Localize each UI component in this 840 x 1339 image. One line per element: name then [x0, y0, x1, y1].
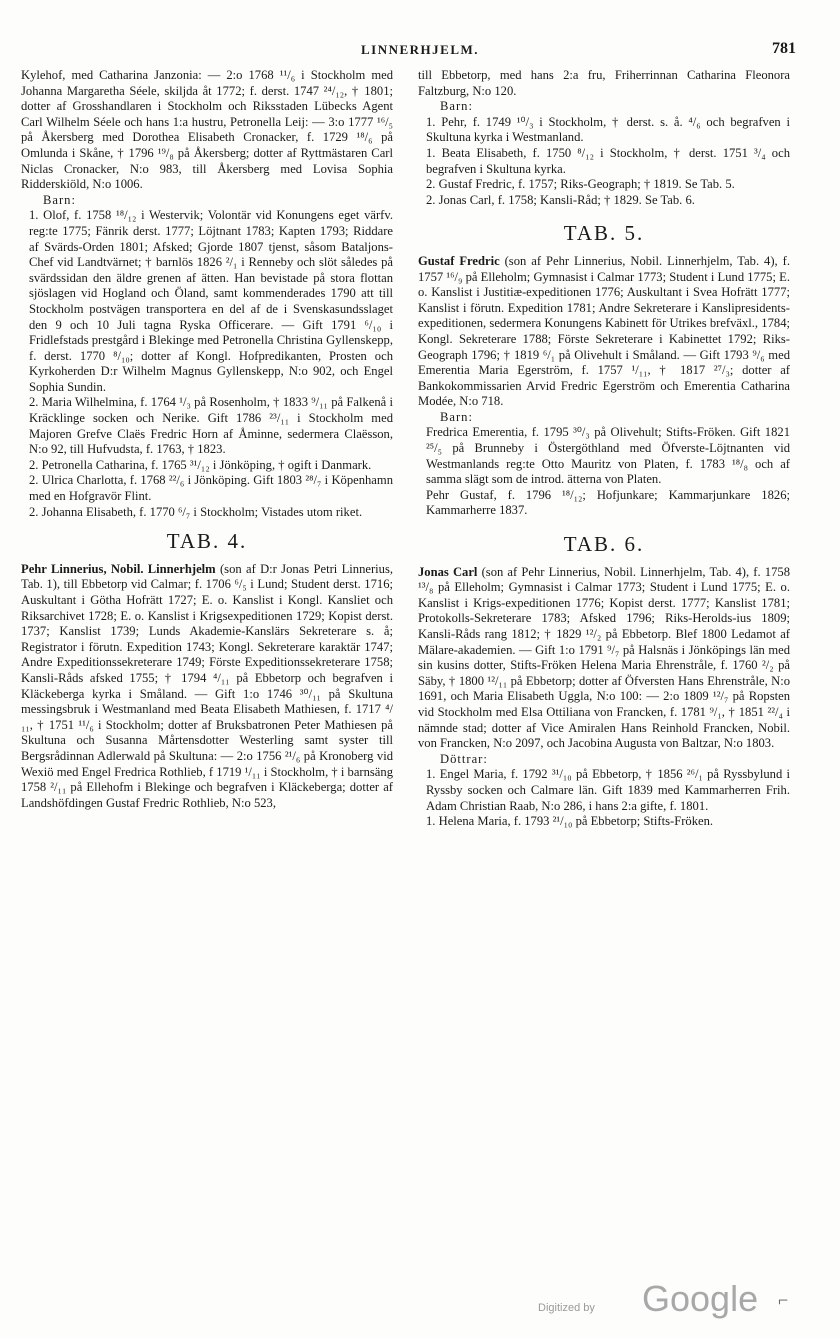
- tab-heading: TAB. 4.: [166, 529, 248, 554]
- paragraph: till Ebbetorp, med hans 2:a fru, Friherrinnan Catharina Fleonora Faltzburg, N:o 120.: [418, 68, 790, 98]
- child-entry: 2. Gustaf Fredric, f. 1757; Riks-Geograph; † 1819. Se Tab. 5.: [426, 177, 735, 192]
- tab-heading: TAB. 6.: [563, 532, 645, 557]
- child-entry: Pehr Gustaf, f. 1796 ¹⁸/₁₂; Hofjunkare; Kammarjunkare 1826; Kammarherre 1837.: [426, 487, 790, 518]
- child-entry: 2. Maria Wilhelmina, f. 1764 ¹/₃ på Rosenholm, † 1833 ⁹/₁₁ på Falkenå i Kräcklinge socken och Nerike. Gift 1786 ²³/₁₁ i Stockholm med Majoren Grefve Claës Fredric Horn af Åminne, sedermera Claësson, N:o 92, till Hufvudsta, f. 1763, † 1823.: [29, 395, 393, 457]
- dottrar-label: Döttrar:: [440, 751, 488, 766]
- tab-entry: [21, 562, 393, 812]
- barn-label: Barn:: [440, 409, 473, 424]
- child-entry: 2. Petronella Catharina, f. 1765 ³¹/₁₂ i Jönköping, † ogift i Danmark.: [29, 457, 372, 472]
- tab-entry: [418, 565, 790, 752]
- child-entry: 1. Pehr, f. 1749 ¹⁰/₃ i Stockholm, † derst. s. å. ⁴/₆ och begrafven i Skultuna kyrka i Westmanland.: [426, 114, 790, 145]
- entry-text: (son af D:r Jonas Petri Linnerius, Tab. 1), till Ebbetorp vid Calmar; f. 1706 ⁶/₅ i Lund; Student derst. 1716; Auskultant i Götha Hofrätt 1727; E. o. Kanslist i Kongl. Kansliet och Riksarchivet 1728; E. o. Kanslist i Krigsexpeditionen 1729; Kopist derst. 1737; Kanslist 1739; Lunds Akademie-Kanslärs Sekreterare s. å; Registrator i förutn. Expedition 1743; Kongl. Sekreterare karaktär 1747; Andre Expeditionssekreterare 1749; Förste Expeditionssekreterare 1758; Kansli-Råds afsked 1755; † 1794 ⁴/₁₁ på Ebbetorp och begrafven i Kläckeberga kyrka i Småland. — Gift 1:o 1746 ³⁰/₁₁ på Skultuna messingsbruk i Westmanland med Beata Elisabeth Mathiesen, f. 1717 ⁴/₁₁, † 1751 ¹¹/₆ i Stockholm; dotter af Bruksbatronen Peter Mathiesen på Skultuna och Susanna Mårtensdotter Westerling samt syster till Bergsrådinnan Adlerwald på Skultuna: — 2:o 1756 ²¹/₆ på Kronoberg vid Wexiö med Engel Fredrica Rothlieb, f 1719 ¹/₁₁ i Stockholm, † i barnsäng 1758 ²/₁₁ på Ellehofm i Blekinge och begrafven i Kläckeberga; dotter af Landshöfdingen Gustaf Fredric Rothlieb, N:o 523,: [21, 561, 394, 810]
- tab-heading: TAB. 5.: [563, 221, 645, 246]
- running-head: LINNERHJELM.: [360, 42, 480, 57]
- entry-name: Gustaf Fredric: [418, 253, 500, 268]
- child-entry: 2. Jonas Carl, f. 1758; Kansli-Råd; † 1829. Se Tab. 6.: [426, 192, 695, 207]
- left-column: [21, 68, 393, 811]
- google-logo: Google: [642, 1278, 759, 1319]
- paragraph: Kylehof, med Catharina Janzonia: — 2:o 1768 ¹¹/₆ i Stockholm med Johanna Margaretha Séele, skiljda åt 1772; f. derst. 1747 ²⁴/₁₂, † 1801; dotter af Grosshandlaren i Stockholm och Riksstaden Lübecks Agent Carl Wilhelm Séele och hans 1:a hustru, Petronella Leij: — 3:o 1777 ¹⁶/₅ på Åkersberg med Dorothea Elisabeth Cronacker, f. 1729 ¹⁸/₆ på Omlunda i Skåne, † 1796 ¹⁹/₈ på Åkersberg; dotter af Ryttmästaren Carl Niclas Cronacker, N:o 983, till Åkersberg med Lovisa Sophia Ridderskiöld, N:o 1006.: [21, 68, 393, 192]
- child-entry: Fredrica Emerentia, f. 1795 ³⁰/₃ på Olivehult; Stifts-Fröken. Gift 1821 ²⁵/₅ på Brunneby i Östergöthland med Öfverste-Löjtnanten vid Westmanlands reg:te Otto Mauritz von Platen, f. 1783 ¹⁸/₈ och af samma slägt som de introd. ätterna von Platen.: [426, 425, 790, 487]
- page-number: 781: [772, 40, 796, 57]
- child-entry: 1. Engel Maria, f. 1792 ³¹/₁₀ på Ebbetorp, † 1856 ²⁶/₁ på Ryssbylund i Ryssby socken och Calmare län. Gift 1839 med Kammarherren Frih. Adam Christian Raab, N:o 286, i hans 2:a gifte, f. 1801.: [426, 767, 790, 813]
- entry-name: Jonas Carl: [418, 564, 478, 579]
- child-entry: 2. Ulrica Charlotta, f. 1768 ²²/₆ i Jönköping. Gift 1803 ²⁸/₇ i Köpenhamn med en Hofgravör Flint.: [29, 473, 393, 504]
- child-entry: 2. Johanna Elisabeth, f. 1770 ⁶/₇ i Stockholm; Vistades utom riket.: [29, 504, 363, 519]
- child-entry: 1. Olof, f. 1758 ¹⁸/₁₂ i Westervik; Volontär vid Konungens eget värfv. reg:te 1775; Fänrik derst. 1777; Löjtnant 1783; Kapten 1793; Riddare af Svärds-Orden 1801; Afsked; Gjorde 1807 tjenst, såsom Bataljons-Chef vid Landtvärnet; † barnlös 1826 ²/₁ i Renneby och slöt således på svärdssidan den äldre grenen af ätten. Han bevistade på stora flottan sjöslagen vid Hogland och Öland, samt kommenderades 1790 att till Stockholm postvägen transportera en del af de i Svenskasundsslaget den 9 och 10 Juli tagna Ryska Officerare. — Gift 1791 ⁶/₁₀ i Fridlefstads prestgård i Blekinge med Petronella Christina Gyllenskepp, f. derst. 1770 ⁸/₁₀; dotter af Kongl. Hofpredikanten, Prosten och Kyrkoherden D:r Wilhelm Magnus Gyllenskepp, N:o 902, och Engel Sophia Sundin.: [29, 208, 393, 394]
- child-entry: 1. Beata Elisabeth, f. 1750 ⁸/₁₂ i Stockholm, † derst. 1751 ³/₄ och begrafven i Skultuna kyrka.: [426, 145, 790, 176]
- barn-label: Barn:: [440, 99, 473, 114]
- tab-entry: [418, 254, 790, 410]
- entry-text: (son af Pehr Linnerius, Nobil. Linnerhjelm, Tab. 4), f. 1757 ¹⁶/₉ på Elleholm; Gymnasist i Calmar 1773; Student i Lund 1775; E. o. Kanslist i Justitiæ-expeditionen 1776; Auskultant i Svea Hofrätt 1777; Kanslist i förutn. Expedition 1781; Andre Sekreterare i Kanslipresidents-expeditionen, sedermera Konungens Kabinett för Utrikes brefväxl., 1784; Kongl. Sekreterare 1788; Förste Sekreterare i Kabinettet 1792; Riks-Geograph 1796; † 1819 ⁶/₁ på Olivehult i Småland. — Gift 1793 ⁹/₆ med Emerentia Maria Egerström, f. 1757 ¹/₁₁, † 1817 ²⁷/₃; dotter af Bankokommissarien Arvid Fredric Egerström och Emerentia Catharina Modée, N:o 718.: [418, 253, 790, 409]
- page-header: [0, 42, 840, 66]
- digitized-by-label: Digitized by: [538, 1302, 595, 1314]
- right-column: [418, 68, 790, 830]
- page-mark-icon: ⌐: [778, 1290, 789, 1310]
- barn-label: Barn:: [43, 192, 76, 207]
- entry-name: Pehr Linnerius, Nobil. Linnerhjelm: [21, 561, 216, 576]
- child-entry: 1. Helena Maria, f. 1793 ²¹/₁₀ på Ebbetorp; Stifts-Fröken.: [426, 814, 714, 829]
- entry-text: (son af Pehr Linnerius, Nobil. Linnerhjelm, Tab. 4), f. 1758 ¹³/₈ på Elleholm; Gymnasist i Calmar 1773; Student i Lund 1775; E. o. Kanslist i Krigs-expeditionen 1776; Kopist derst. 1777; Kanslist 1781; Protokolls-Sekreterare 1783; Afsked 1796; Riks-Herolds-ius 1809; Kansli-Råds rang 1812; † 1829 ¹²/₂ på Ebbetorp. Blef 1800 Ledamot af Mälare-akademien. — Gift 1:o 1791 ⁹/₇ på Halsnäs i Jönköpings län med sin kusins dotter, Stifts-Fröken Helena Maria Ehrenstråle, f. 1760 ²/₂ på Säby, † 1800 ¹²/₁₁ på Ebbetorp; dotter af Öfversten Hans Ehrenstråle, N:o 1691, och Maria Elisabeth Uggla, N:o 100: — 2:o 1809 ¹²/₇ på Ropsten vid Stockholm med Elsa Ottiliana von Francken, f. 1781 ⁹/₁, † 1851 ²²/₄ i nämnde stad; dotter af Vice Amiralen Hans Reinhold Francken, Nobil. von Francken, N:o 2097, och Jacobina Augusta von Baltzar, N:o 1803.: [418, 564, 790, 751]
- google-watermark: [538, 1278, 818, 1328]
